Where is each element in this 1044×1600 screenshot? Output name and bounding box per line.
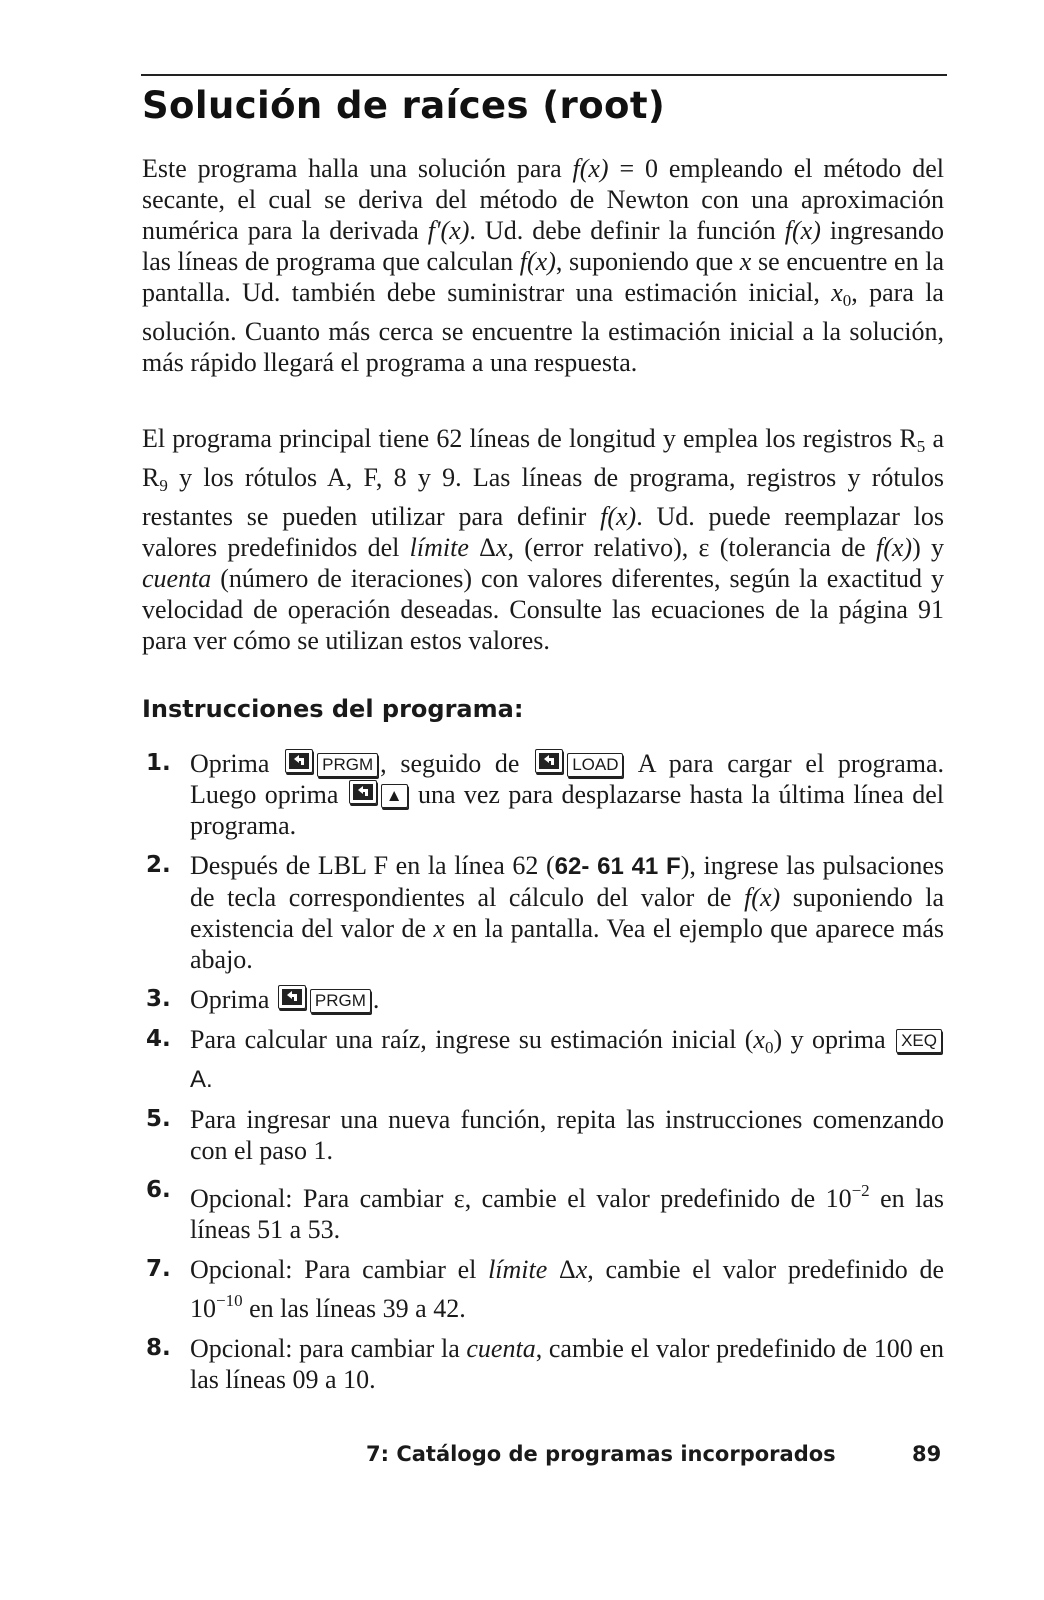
left-shift-key-icon xyxy=(349,780,377,804)
footer-chapter: 7: Catálogo de programas incorporados xyxy=(366,1442,836,1466)
step-number: 6. xyxy=(146,1177,171,1203)
fx: f(x) xyxy=(600,502,637,531)
step-7 xyxy=(142,1254,944,1324)
page-number: 89 xyxy=(912,1442,942,1466)
step-text: Oprima xyxy=(190,749,284,778)
delta-x: Δx xyxy=(559,1255,588,1284)
fx: f(x) xyxy=(875,533,913,562)
main-text-1: El programa principal tiene 62 líneas de longitud y emplea los registros R xyxy=(142,424,917,453)
step-text: ), ingrese las pulsaciones de tecla correspondientes al cálculo del valor de xyxy=(190,851,944,912)
up-arrow-key-icon: ▲ xyxy=(381,784,408,808)
limite-term: límite xyxy=(409,533,469,562)
var-x0 xyxy=(831,278,852,310)
intro-text-6: se encuentre en la pantalla. Ud. también debe suministrar una estimación inicial, xyxy=(142,247,944,307)
step-2 xyxy=(142,850,944,975)
step-text: Para ingresar una nueva función, repita las instrucciones comenzando con el paso 1. xyxy=(190,1105,944,1165)
step-number: 8. xyxy=(146,1335,171,1361)
page-title: Solución de raíces (root) xyxy=(142,84,666,127)
step-text: Después de LBL F en la línea 62 ( xyxy=(190,851,555,880)
r9-subscript: 9 xyxy=(159,476,168,495)
step-text: en las líneas 51 a 53. xyxy=(190,1184,944,1244)
program-line-code: 62- 61 41 F xyxy=(554,853,681,880)
main-text-3: y los rótulos A, F, 8 y 9. Las líneas de programa, registros y rótulos restantes se pueden utilizar para definir xyxy=(142,463,944,531)
step-text: Opcional: Para cambiar el xyxy=(190,1255,489,1284)
r5-subscript: 5 xyxy=(916,437,926,456)
main-text-5: , (error relativo), ε (tolerancia de xyxy=(507,533,876,562)
delta-x: Δx xyxy=(479,533,508,562)
var-x0-base: x xyxy=(831,278,843,307)
prgm-key: PRGM xyxy=(317,753,378,777)
var-x: x xyxy=(739,247,752,276)
xeq-key: XEQ xyxy=(896,1029,942,1053)
intro-text-3: . Ud. debe definir la función xyxy=(469,216,785,245)
intro-text-7: , para la solución. Cuanto más cerca se encuentre la estimación inicial a la solución, más rápido llegará el programa a una respuesta. xyxy=(142,278,944,377)
delta-x-var: x xyxy=(575,1255,588,1284)
var-x0-subscript: 0 xyxy=(842,291,852,310)
step-text: , seguido de xyxy=(380,749,534,778)
top-rule xyxy=(141,74,947,76)
step-4 xyxy=(142,1024,944,1095)
step-number: 7. xyxy=(146,1256,171,1282)
step-8 xyxy=(142,1333,944,1395)
intro-text-4: ingresando las líneas de programa que calculan xyxy=(142,216,944,276)
main-paragraph xyxy=(142,423,944,656)
load-key: LOAD xyxy=(567,753,623,777)
main-text-6: ) y xyxy=(912,533,944,562)
step-text: una vez para desplazarse hasta la última línea del programa. xyxy=(190,780,944,840)
step-text: suponiendo la existencia del valor de xyxy=(190,883,944,943)
step-text: , cambie el valor predefinido de 100 en las líneas 09 a 10. xyxy=(190,1334,944,1394)
step-text: Opcional: Para cambiar ε, cambie el valor predefinido de 10 xyxy=(190,1184,852,1213)
step-text: ) y oprima xyxy=(773,1025,895,1054)
step-5 xyxy=(142,1104,944,1166)
fpx: f'(x) xyxy=(427,216,470,245)
left-shift-key-icon xyxy=(535,749,563,773)
step-text: Oprima xyxy=(190,985,276,1014)
limite-term: límite xyxy=(488,1255,548,1284)
fx: f(x) xyxy=(784,216,821,245)
fx: f(x) xyxy=(519,247,556,276)
step-number: 1. xyxy=(146,750,171,776)
main-text-7: (número de iteraciones) con valores diferentes, según la exactitud y velocidad de operación deseadas. Consulte las ecuaciones de la página 91 para ver cómo se utilizan estos valores. xyxy=(142,564,944,655)
step-text: , cambie el valor predefinido de 10 xyxy=(190,1255,945,1323)
var-x: x xyxy=(433,914,446,943)
intro-text-5: , suponiendo que xyxy=(555,247,740,276)
intro-text-2: = 0 empleando el método del secante, el cual se deriva del método de Newton con una aproximación numérica para la derivada xyxy=(142,154,945,245)
left-shift-key-icon xyxy=(278,985,306,1009)
prgm-key: PRGM xyxy=(310,989,371,1013)
main-text-4: . Ud. puede reemplazar los valores predefinidos del xyxy=(142,502,944,562)
steps-list xyxy=(142,748,944,1404)
step-number: 2. xyxy=(146,852,171,878)
fx: f(x) xyxy=(572,154,609,183)
main-text-2: a R xyxy=(142,424,945,492)
cuenta-term: cuenta xyxy=(466,1334,536,1363)
step-text: en la pantalla. Vea el ejemplo que aparece más abajo. xyxy=(190,914,944,974)
exponent: −10 xyxy=(216,1291,243,1310)
step-text: Opcional: para cambiar la xyxy=(190,1334,467,1363)
instructions-heading: Instrucciones del programa: xyxy=(142,695,524,723)
step-1 xyxy=(142,748,944,841)
step-text: . xyxy=(372,985,380,1014)
step-text: A. xyxy=(190,1066,213,1093)
step-text: Para calcular una raíz, ingrese su estimación inicial ( xyxy=(190,1025,754,1054)
var-x0 xyxy=(753,1025,774,1057)
step-3 xyxy=(142,984,944,1015)
step-text: en las líneas 39 a 42. xyxy=(242,1294,466,1323)
step-6 xyxy=(142,1175,944,1245)
cuenta-term: cuenta xyxy=(142,564,212,593)
exponent: −2 xyxy=(851,1181,870,1200)
intro-paragraph xyxy=(142,153,944,378)
left-shift-key-icon xyxy=(285,749,313,773)
step-text: A para cargar el programa. Luego oprima xyxy=(190,749,945,809)
step-number: 4. xyxy=(146,1026,171,1052)
step-number: 5. xyxy=(146,1106,171,1132)
intro-text-1: Este programa halla una solución para xyxy=(142,154,573,183)
var-x0-subscript: 0 xyxy=(764,1038,774,1057)
var-x0-base: x xyxy=(753,1025,765,1054)
delta-x-var: x xyxy=(495,533,508,562)
step-number: 3. xyxy=(146,986,171,1012)
fx: f(x) xyxy=(744,883,781,912)
